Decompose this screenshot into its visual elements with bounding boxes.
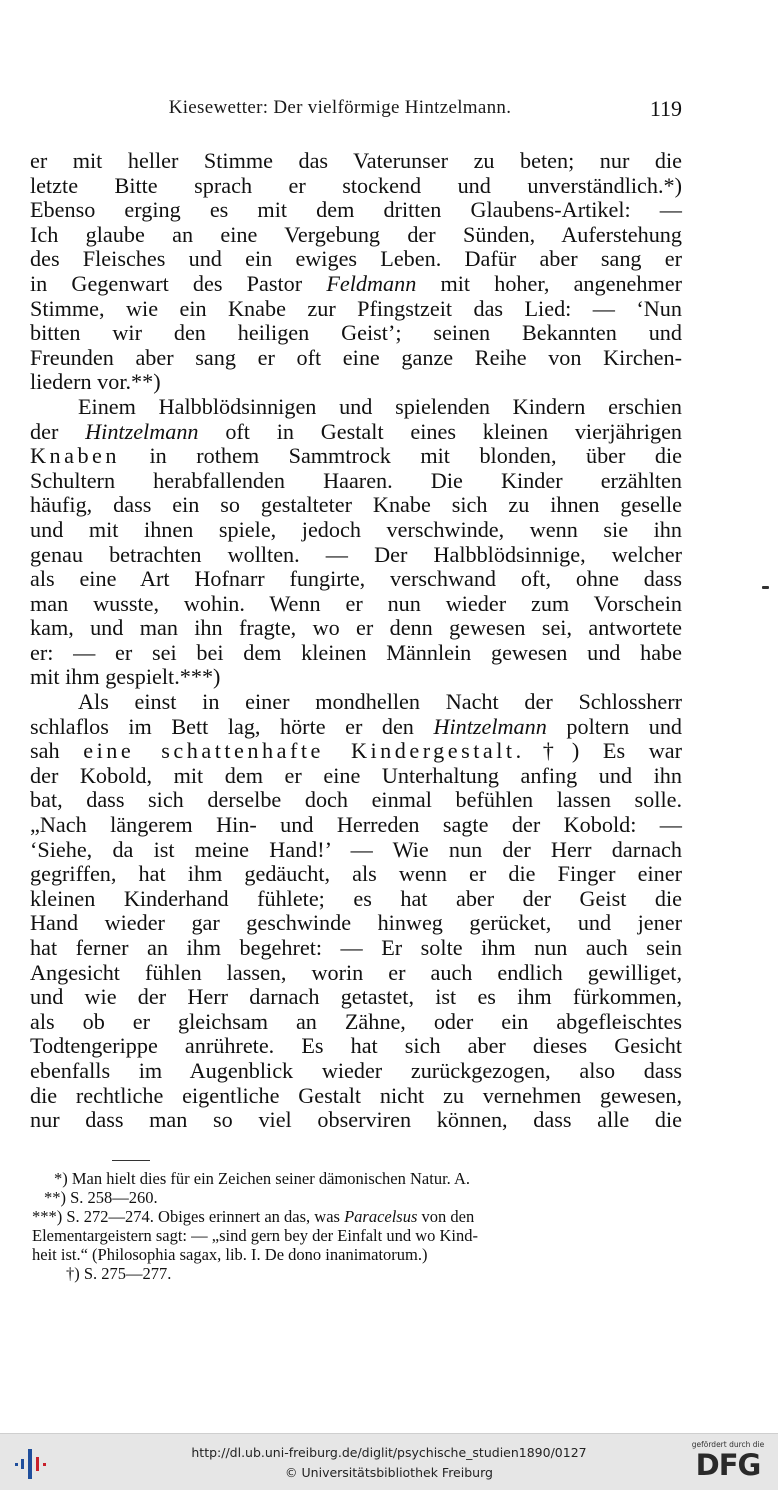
running-title: Kiesewetter: Der vielförmige Hintzelmann. [168,97,512,118]
footnotes [32,1169,682,1283]
name-hintzelmann: Hintzelmann [433,713,547,739]
text-line: Ebenso erging es mit dem dritten Glaubens-Artikel: — [30,197,682,223]
text-line: bitten wir den heiligen Geist’; seinen Bekannten und [30,320,682,346]
text-line: er mit heller Stimme das Vaterunser zu beten; nur die [30,148,682,173]
text-segment: mit hoher, angenehmer [440,270,682,296]
paragraph-3 [30,690,682,1133]
name-feldmann: Feldmann [326,270,417,296]
text-segment: in rothem Sammtrock mit blonden, über die [149,443,683,469]
text-line: und mit ihnen spiele, jedoch verschwinde, wenn sie ihn [30,516,682,542]
footnote-text: ***) S. 272—274. Obiges erinnert an das, was [32,1207,340,1226]
name-hintzelmann: Hintzelmann [85,418,199,444]
paragraph-1 [30,149,682,395]
text-segment: sah [30,738,60,764]
text-line [30,444,682,469]
paragraph-2 [30,395,682,690]
text-line: Angesicht fühlen lassen, worin er auch endlich gewilliget, [30,959,682,985]
text-line: hat ferner an ihm begehret: — Er solte ihm nun auch sein [30,935,682,960]
spaced-phrase: eine schattenhafte Kindergestalt. [83,738,525,764]
text-line: ebenfalls im Augenblick wieder zurückgezogen, also dass [30,1057,682,1083]
footnote-3 [32,1207,682,1226]
text-line: Todtengerippe anrührete. Es hat sich aber dieses Gesicht [30,1033,682,1059]
text-segment: poltern und [566,713,683,739]
text-line: kam, und man ihn fragte, wo er denn gewesen sei, antwortete [30,615,682,641]
document-url-link[interactable]: http://dl.ub.uni-freiburg.de/diglit/psychische_studien1890/0127 [191,1445,587,1460]
text-line [30,272,682,297]
text-line: Hand wieder gar geschwinde hinweg gerücket, und jener [30,910,682,936]
text-line: nur dass man so viel observiren können, dass alle die [30,1107,682,1133]
text-line: als ob er gleichsam an Zähne, oder ein abgefleischtes [30,1008,682,1034]
dfg-logo-icon: DFG [695,1448,761,1482]
body-text [30,149,682,1133]
text-line: als eine Art Hofnarr fungirte, verschwand oft, ohne dass [30,566,682,592]
page-number: 119 [649,96,682,121]
footnote-rule [112,1160,150,1161]
text-line: Als einst in einer mondhellen Nacht der Schlossherr [78,689,682,715]
text-line: Ich glaube an eine Vergebung der Sünden, Auferstehung [30,221,682,247]
text-line: Freunden aber sang er oft eine ganze Reihe von Kirchen- [30,344,682,370]
text-line: liedern vor.**) [30,369,161,395]
text-line: Stimme, wie ein Knabe zur Pfingstzeit das Lied: — ‘Nun [30,295,682,321]
text-line: Schultern herabfallenden Haaren. Die Kinder erzählten [30,467,682,493]
text-segment: †) Es war [524,738,683,764]
name-paracelsus: Paracelsus [344,1207,418,1226]
text-line: des Fleisches und ein ewiges Leben. Dafür aber sang er [30,246,682,272]
text-line: der Kobold, mit dem er eine Unterhaltung anfing und ihn [30,762,682,788]
text-line: mit ihm gespielt.***) [30,664,221,690]
footnote-3-cont: heit ist.“ (Philosophia sagax, lib. I. De dono inanimatorum.) [32,1245,428,1264]
text-line: bat, dass sich derselbe doch einmal befühlen lassen solle. [30,787,682,813]
text-line: kleinen Kinderhand fühlete; es hat aber der Geist die [30,885,682,911]
text-segment: schlaflos im Bett lag, hörte er den [30,713,414,739]
text-line [30,420,682,445]
text-line: und wie der Herr darnach getastet, ist es ihm fürkommen, [30,984,682,1010]
text-line: man wusste, wohin. Wenn er nun wieder zum Vorschein [30,590,682,616]
copyright-text: © Universitätsbibliothek Freiburg [285,1465,493,1480]
text-line: häufig, dass ein so gestalteter Knabe sich zu ihnen geselle [30,492,682,518]
spaced-word: Knaben [30,443,121,469]
text-line: Einem Halbblödsinnigen und spielenden Kindern erschien [78,393,682,419]
text-line [30,715,682,740]
text-line [30,739,682,764]
footnote-text: von den [421,1207,475,1226]
funder-block [688,1438,768,1488]
viewer-footer [0,1433,778,1490]
footnote-4: †) S. 275—277. [66,1264,172,1283]
text-line: die rechtliche eigentliche Gestalt nicht zu vernehmen gewesen, [30,1082,682,1108]
footnote-2: **) S. 258—260. [44,1188,158,1207]
margin-mark [762,586,769,589]
text-line: letzte Bitte sprach er stockend und unverständlich.*) [30,172,682,198]
footnote-3-cont: Elementargeistern sagt: — „sind gern bey der Einfalt und wo Kind- [32,1226,478,1245]
text-segment: der [30,418,59,444]
text-line: gegriffen, hat ihm gedäucht, als wenn er die Finger einer [30,861,682,887]
text-line: „Nach längerem Hin- und Herreden sagte der Kobold: — [30,812,682,838]
text-segment: in Gegenwart des Pastor [30,270,303,296]
funder-caption: gefördert durch die [691,1440,765,1449]
footnote-1: *) Man hielt dies für ein Zeichen seiner dämonischen Natur. A. [54,1169,471,1188]
text-segment: oft in Gestalt eines kleinen vierjährigen [225,418,683,444]
text-line: ‘Siehe, da ist meine Hand!’ — Wie nun der Herr darnach [30,836,682,862]
text-line: er: — er sei bei dem kleinen Männlein gewesen und habe [30,639,682,665]
text-line: genau betrachten wollten. — Der Halbblödsinnige, welcher [30,541,682,567]
